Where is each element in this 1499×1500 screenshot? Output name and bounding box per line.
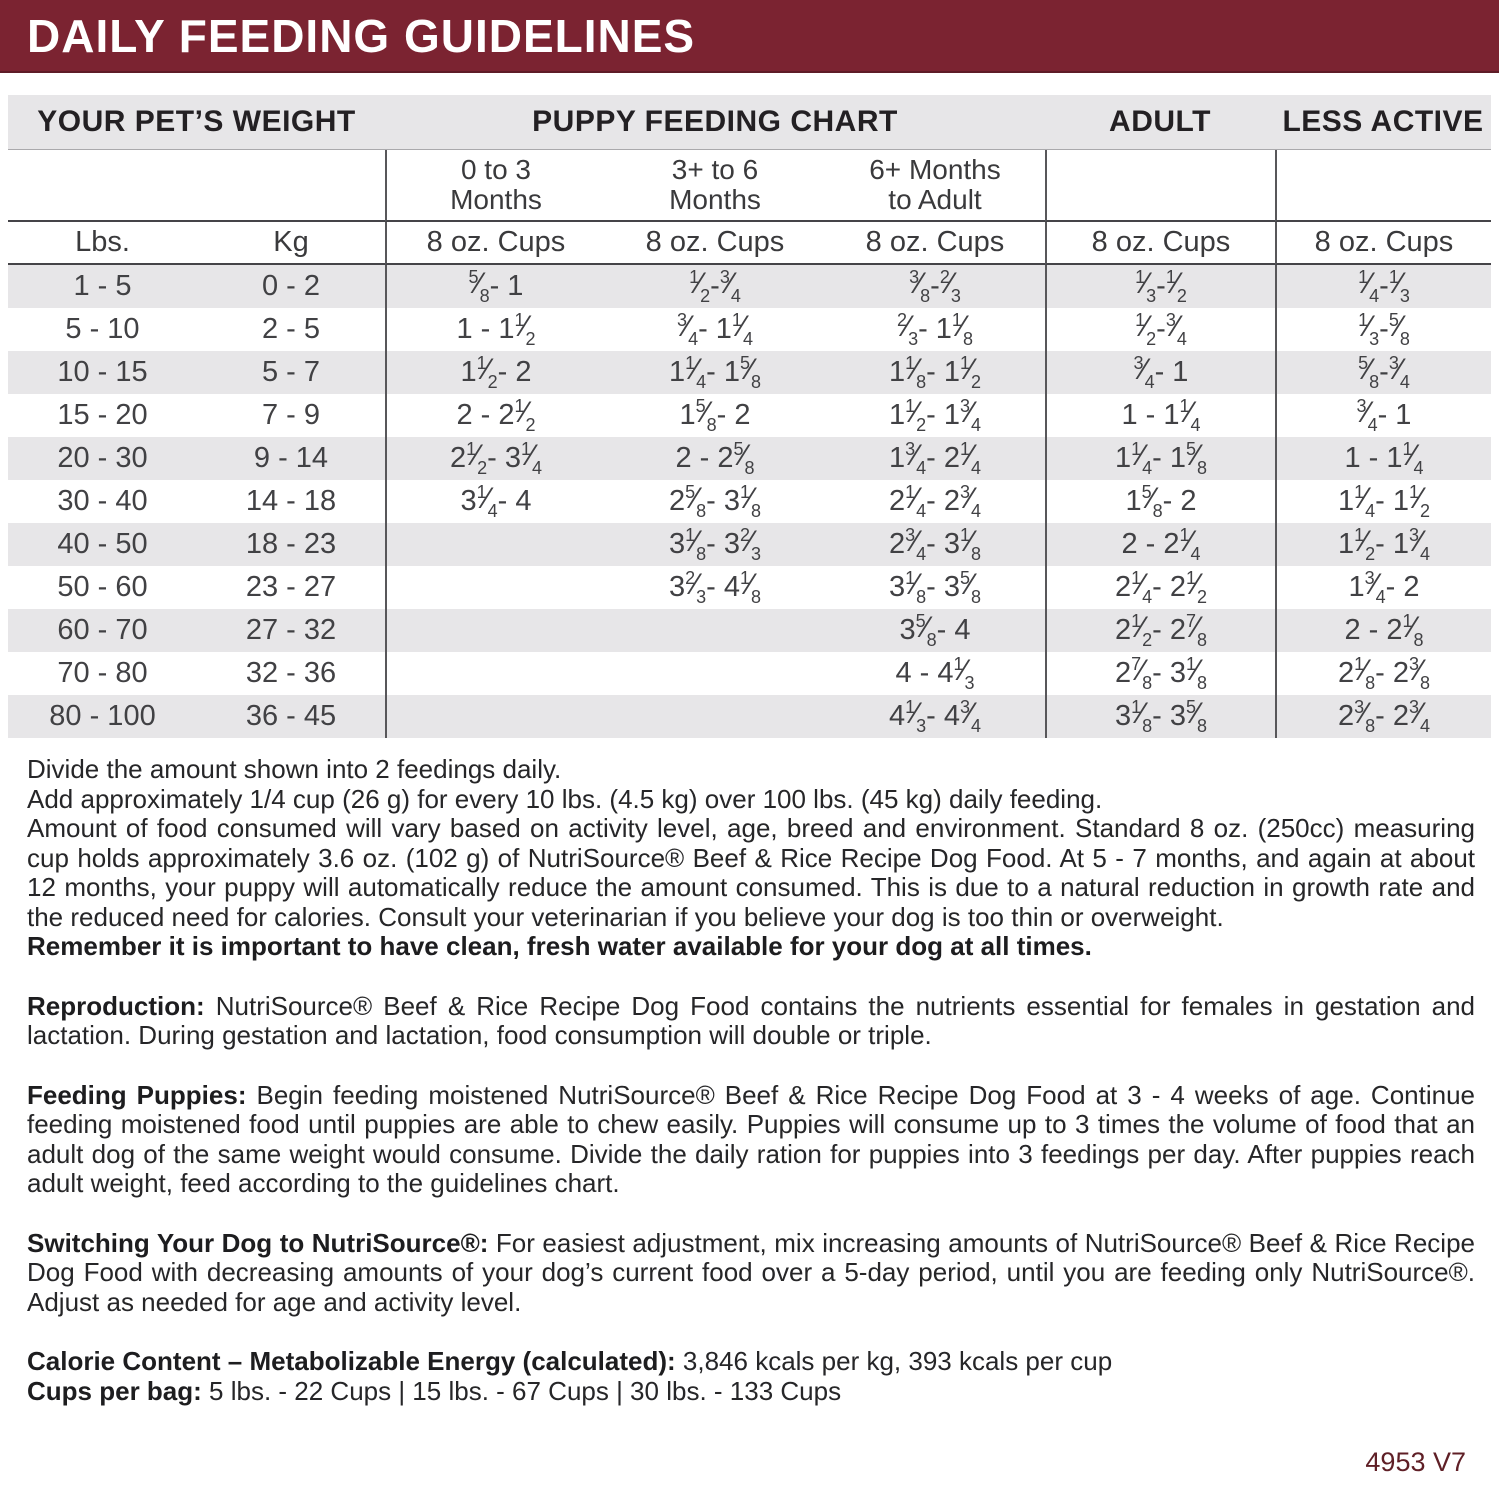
notes-section: [27, 755, 1475, 1406]
adult-cell: 2 - 2 $^1⁄_4$: [1045, 523, 1275, 566]
less-active-cell: 1 $^1⁄_4$ - 1 $^1⁄_2$: [1275, 480, 1491, 523]
less-active-cell: $^1⁄_3$ - $^5⁄_8$: [1275, 308, 1491, 351]
kg-cell: 2 - 5: [261, 313, 321, 345]
kg-cell: 14 - 18: [245, 485, 337, 517]
lbs-cell: 1 - 5: [8, 265, 197, 308]
puppy-0-3-cell: [385, 609, 605, 652]
adult-cell: 2 $^1⁄_2$ - 2 $^7⁄_8$: [1045, 609, 1275, 652]
unit-cell: 8 oz. Cups: [825, 222, 1045, 265]
puppy-0-3-cell: 1 - 1 $^1⁄_2$: [385, 308, 605, 351]
puppy-3-6-cell: $^3⁄_4$ - 1 $^1⁄_4$: [677, 310, 753, 349]
subheader-cell: [1275, 150, 1491, 222]
puppy-6-adult-cell: 4 - 4 $^1⁄_3$: [895, 654, 975, 693]
lbs-cell: 70 - 80: [57, 657, 148, 689]
lbs-cell: 15 - 20: [57, 399, 148, 431]
puppy-3-6-cell: [605, 695, 825, 738]
puppy-3-6-cell: 1 $^1⁄_4$ - 1 $^5⁄_8$: [605, 351, 825, 394]
subheader-cell: [1045, 150, 1275, 222]
kg-cell: 32 - 36: [245, 657, 337, 689]
lbs-cell: 10 - 15: [8, 351, 197, 394]
puppy-0-3-cell: [385, 695, 605, 738]
less-active-cell: $^5⁄_8$ - $^3⁄_4$: [1275, 351, 1491, 394]
note-paragraph: Reproduction: NutriSource® Beef & Rice Recipe Dog Food contains the nutrients essential for females in gestation and lactation. During gestation and lactation, food consumption will double or triple.: [27, 990, 1475, 1050]
adult-cell: 3 $^1⁄_8$ - 3 $^5⁄_8$: [1045, 695, 1275, 738]
puppy-0-3-cell: 1 $^1⁄_2$ - 2: [385, 351, 605, 394]
footer-code: 4953 V7: [1365, 1447, 1466, 1477]
less-active-cell: 2 - 2 $^1⁄_8$: [1275, 609, 1491, 652]
puppy-3-6-cell: $^1⁄_2$ - $^3⁄_4$: [605, 265, 825, 308]
puppy-3-6-cell: 2 - 2 $^5⁄_8$: [605, 437, 825, 480]
header-less-active: LESS ACTIVE: [1275, 95, 1491, 150]
kg-cell: 9 - 14: [197, 437, 385, 480]
puppy-3-6-cell: [605, 609, 825, 652]
puppy-6-adult-cell: 1 $^1⁄_8$ - 1 $^1⁄_2$: [825, 351, 1045, 394]
less-active-cell: 2 $^1⁄_8$ - 2 $^3⁄_8$: [1275, 652, 1491, 695]
puppy-0-3-cell: [385, 566, 605, 609]
kg-cell: 36 - 45: [197, 695, 385, 738]
less-active-cell: 1 $^3⁄_4$ - 2: [1275, 566, 1491, 609]
unit-cell: 8 oz. Cups: [605, 222, 825, 265]
kg-cell: 7 - 9: [261, 399, 321, 431]
note-paragraph: Amount of food consumed will vary based on activity level, age, breed and environment. Standard 8 oz. (250cc) measuring cup holds approximately 3.6 oz. (102 g) of NutriSource® Beef & Rice Recipe Dog Food. At 5 - 7 months, and again at about 12 months, your puppy will automatically reduce the amount consumed. This is due to a natural reduction in growth rate and the reduced need for calories. Consult your veterinarian if you believe your dog is too thin or overweight.: [27, 813, 1475, 932]
adult-cell: 1 - 1 $^1⁄_4$: [1045, 394, 1275, 437]
puppy-6-adult-cell: $^2⁄_3$ - 1 $^1⁄_8$: [897, 310, 973, 349]
puppy-0-3-cell: [385, 652, 605, 695]
unit-cell: Kg: [197, 222, 385, 265]
kg-cell: 18 - 23: [197, 523, 385, 566]
puppy-3-6-cell: 3 $^1⁄_8$ - 3 $^2⁄_3$: [605, 523, 825, 566]
less-active-cell: $^1⁄_4$ - $^1⁄_3$: [1275, 265, 1491, 308]
unit-cell: 8 oz. Cups: [385, 222, 605, 265]
adult-cell: $^3⁄_4$ - 1: [1045, 351, 1275, 394]
lbs-cell: 80 - 100: [8, 695, 197, 738]
lbs-cell: 5 - 10: [65, 313, 140, 345]
note-paragraph: Cups per bag: 5 lbs. - 22 Cups | 15 lbs. - 67 Cups | 30 lbs. - 133 Cups: [27, 1375, 842, 1406]
note-paragraph: Divide the amount shown into 2 feedings daily.: [27, 754, 562, 784]
less-active-cell: 1 - 1 $^1⁄_4$: [1275, 437, 1491, 480]
lbs-cell: 60 - 70: [8, 609, 197, 652]
less-active-cell: 1 $^1⁄_2$ - 1 $^3⁄_4$: [1275, 523, 1491, 566]
less-active-cell: $^3⁄_4$ - 1: [1275, 394, 1491, 437]
header-puppy-chart: PUPPY FEEDING CHART: [385, 95, 1045, 150]
less-active-cell: 2 $^3⁄_8$ - 2 $^3⁄_4$: [1275, 695, 1491, 738]
note-paragraph: Feeding Puppies: Begin feeding moistened NutriSource® Beef & Rice Recipe Dog Food at 3 - 4 weeks of age. Continue feeding moistened food until puppies are able to chew easily. Puppies will consume up to 3 times the volume of food that an adult dog of the same weight would consume. Divide the daily ration for puppies into 3 feedings per day. After puppies reach adult weight, feed according to the guidelines chart.: [27, 1079, 1476, 1198]
subheader-cell: [8, 150, 197, 222]
unit-cell: 8 oz. Cups: [1275, 222, 1491, 265]
puppy-6-adult-cell: $^3⁄_8$ - $^2⁄_3$: [825, 265, 1045, 308]
puppy-3-6-cell: 3 $^2⁄_3$ - 4 $^1⁄_8$: [668, 568, 762, 607]
puppy-6-adult-cell: 4 $^1⁄_3$ - 4 $^3⁄_4$: [825, 695, 1045, 738]
subheader-cell: 0 to 3 Months: [385, 150, 605, 222]
lbs-cell: 40 - 50: [8, 523, 197, 566]
puppy-0-3-cell: 2 - 2 $^1⁄_2$: [385, 394, 605, 437]
note-paragraph: Calorie Content – Metabolizable Energy (calculated): 3,846 kcals per kg, 393 kcals per cup: [27, 1346, 1113, 1376]
puppy-6-adult-cell: 1 $^3⁄_4$ - 2 $^1⁄_4$: [825, 437, 1045, 480]
puppy-0-3-cell: 2 $^1⁄_2$ - 3 $^1⁄_4$: [385, 437, 605, 480]
kg-cell: 23 - 27: [245, 571, 337, 603]
kg-cell: 5 - 7: [197, 351, 385, 394]
adult-cell: 2 $^7⁄_8$ - 3 $^1⁄_8$: [1045, 652, 1275, 695]
puppy-0-3-cell: 3 $^1⁄_4$ - 4: [385, 480, 605, 523]
header-adult: ADULT: [1045, 95, 1275, 150]
adult-cell: $^1⁄_2$ - $^3⁄_4$: [1045, 308, 1275, 351]
lbs-cell: 20 - 30: [8, 437, 197, 480]
puppy-6-adult-cell: 2 $^3⁄_4$ - 3 $^1⁄_8$: [825, 523, 1045, 566]
feeding-table: [8, 95, 1491, 738]
kg-cell: 0 - 2: [197, 265, 385, 308]
puppy-3-6-cell: 2 $^5⁄_8$ - 3 $^1⁄_8$: [668, 482, 762, 521]
kg-cell: 27 - 32: [197, 609, 385, 652]
note-paragraph: Add approximately 1/4 cup (26 g) for every 10 lbs. (4.5 kg) over 100 lbs. (45 kg) daily feeding.: [27, 783, 1103, 814]
puppy-6-adult-cell: 1 $^1⁄_2$ - 1 $^3⁄_4$: [888, 396, 982, 435]
puppy-6-adult-cell: 3 $^5⁄_8$ - 4: [825, 609, 1045, 652]
note-paragraph: Switching Your Dog to NutriSource®: For easiest adjustment, mix increasing amounts of NutriSource® Beef & Rice Recipe Dog Food with decreasing amounts of your dog’s current food over a 5-day period, until you are feeding only NutriSource®. Adjust as needed for age and activity level.: [27, 1227, 1475, 1317]
adult-cell: 1 $^5⁄_8$ - 2: [1045, 480, 1275, 523]
adult-cell: $^1⁄_3$ - $^1⁄_2$: [1045, 265, 1275, 308]
subheader-cell: 6+ Months to Adult: [825, 150, 1045, 222]
puppy-3-6-cell: 1 $^5⁄_8$ - 2: [679, 396, 751, 435]
subheader-cell: 3+ to 6 Months: [605, 150, 825, 222]
adult-cell: 1 $^1⁄_4$ - 1 $^5⁄_8$: [1045, 437, 1275, 480]
lbs-cell: 50 - 60: [57, 571, 148, 603]
puppy-0-3-cell: $^5⁄_8$ - 1: [385, 265, 605, 308]
title-bar: [0, 0, 1499, 73]
page-title: DAILY FEEDING GUIDELINES: [27, 9, 696, 62]
lbs-cell: 30 - 40: [57, 485, 148, 517]
puppy-6-adult-cell: 2 $^1⁄_4$ - 2 $^3⁄_4$: [888, 482, 982, 521]
subheader-cell: [197, 150, 385, 222]
adult-cell: 2 $^1⁄_4$ - 2 $^1⁄_2$: [1045, 566, 1275, 609]
puppy-0-3-cell: [385, 523, 605, 566]
note-paragraph: Remember it is important to have clean, fresh water available for your dog at all times.: [27, 931, 1092, 961]
puppy-3-6-cell: [605, 652, 825, 695]
unit-cell: 8 oz. Cups: [1045, 222, 1275, 265]
puppy-6-adult-cell: 3 $^1⁄_8$ - 3 $^5⁄_8$: [888, 568, 982, 607]
unit-cell: Lbs.: [8, 222, 197, 265]
header-pet-weight: YOUR PET’S WEIGHT: [8, 95, 385, 150]
